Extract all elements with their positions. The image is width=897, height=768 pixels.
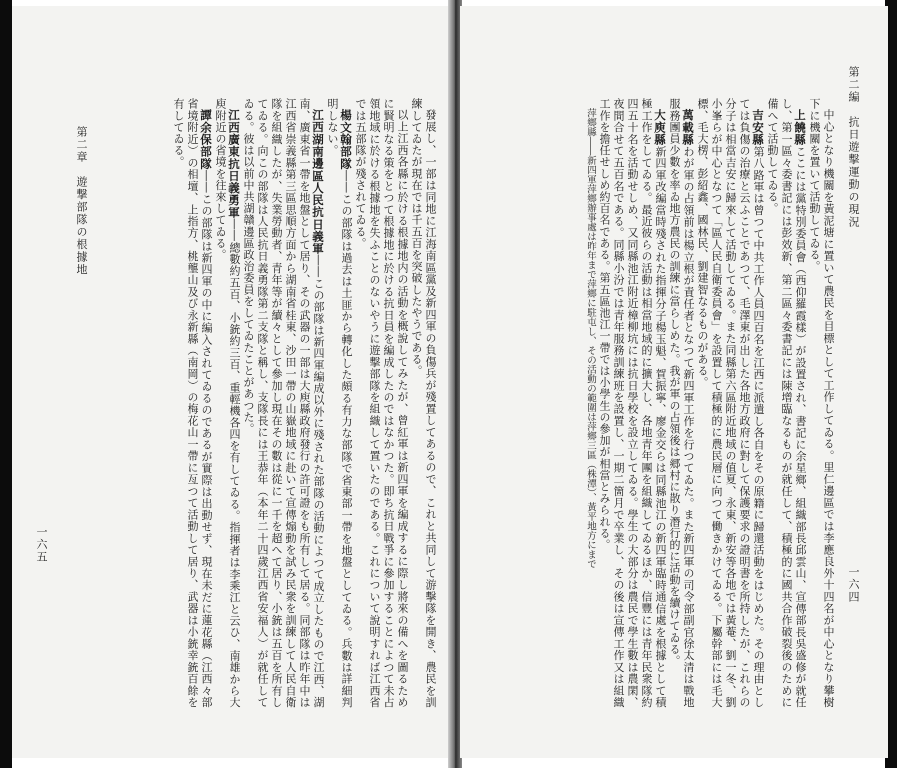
section-heading: 大庾縣 [653,109,667,146]
section-heading: 江西湖南邊區人民抗日義軍 [311,109,325,255]
left-page [12,6,450,758]
left-body-text [32,98,437,708]
left-paragraph-1: 以上江西各縣に於ける根據地内の活動を概說してみたが、曾紅軍は新四軍を編成するに際し將來の備へを圖るために賢明なる策をとつて根據地に於ける抗日員を編成したのではなかつた。即ち抗日戰爭に參加することによつて未占領地域に於ける根據地を失ふことのないやうに遊擊部隊を組織して置いたのである。これについて說明すれば江西省では五部隊が殘されてゐる。 [354,98,409,708]
left-paragraph-5: 譚余保部隊――この部隊は新四軍の中に編入されてゐるのであるが實際は出動せず、現在未だに蓮花縣（江西々部省境附近）の相壇、上指方、桃壟山及び永新縣（南岡）の梅花山一帶に亙つて活動して居り、武器は小銃幸銃百餘を有してゐる。 [172,98,213,708]
right-paragraph-4: 大庾縣新四軍改編當時殘された指揮分子楊玉魁、賀振寧、廖金交らは同縣池江の新四軍臨時通信處を根據として積極工作をしてゐる。最近彼らの活動は相當地域的に擴大し、各地青年團を組織してゐるほか、信豐には青年民衆隊約四五十名を活動せしめ、又同縣池江附近樟柳坑には抗日學校を設立してゐる。學生の大部分は農民で學生數は農閑、夜間合せて五百名である。同縣小汾では青年服務訓練班を設置し、一期二箇月で卒業し、その後は宣傳工作又は組織工作を擔任せしめ約百名である。第五區池江一帶では小學生の參加が相當とみられる。 [598,98,667,708]
section-heading: 譚余保部隊 [199,109,213,170]
left-paragraph-2: 楊文翰部隊――この部隊は過去は土匪から轉化した頗る有力な部隊で省東部一帶を地盤としてゐる。兵數は詳細判明しない。 [326,98,353,708]
right-paragraph-1: 上饒縣ここには黨特別委員會（西仰羅霞樣）が設置され、書記に余星鄉、組織部長邱雲山、宣傳部長吳盛修が就任し、第一區々委書記には彭效新、第二區々委書記には陳增臨なるものが就任して、積極的に國共合作破裂後のために備へて活動してゐる。 [766,98,807,708]
right-page-number: 一六四 [847,566,860,604]
section-heading: 楊文翰部隊 [339,109,353,170]
right-paragraph-3: 萬載縣わが軍の占領前は楊立根が責任者となつて新四軍工作を行つてゐた。また新四軍の司令部副官徐太清は戰地服務團員少數を率ゐ地方農民の訓練に當らしめた。我が軍の占領後は郷村に散り潛行的に活動を續けてゐる。 [668,98,695,708]
right-paragraph-0: 中心となり機關を黃泥塘に置いて農民を目標として工作してゐる。里仁邊區では李應良外十四名が中心となり攀樹下に機關を置いて活動してゐる。 [808,98,835,708]
section-heading: 上饒縣 [793,109,807,146]
section-heading: 江西廣東抗日義勇軍 [227,109,241,219]
section-heading: 萬載縣 [681,109,695,146]
section-heading: 吉安縣 [751,109,765,146]
right-running-header: 第二編 抗日遊擊運動の現況 [847,66,860,229]
right-paragraph-2: 吉安縣第八路軍は曾つて中共工作人員四百名を江西に派遣し各自をその原籍に歸還活動をはじめた。その理由としては負傷の治療と云ふことであつて、毛澤東が出した各地方政府に對して保護要求の證明書を所持したが、これらの分子は相當吉安に歸來して活動してゐる。また同縣第六區附近地域の值夏、永東、新安等各地では黃菴、劉一冬、劉小峯らが中心となつて「區人民自衛委員會」を設置して積極的に農民層に向つて働きかけてゐる。下屬幹部には毛大標、毛大楞、彭紹鑫、國林民、劉建智なるものがある。 [696,98,765,708]
left-paragraph-3: 江西湖南邊區人民抗日義軍――この部隊は新四軍編成以外に殘された部隊の活動によつて成立したもので江西、湖南、廣東省一帶を地盤として居り、その武器の一部は大庾縣政府發行の許可證をも所有して居る。同部隊は昨年中は江西省崇義縣第三區思順方面から湖南省桂東、沙田一帶の山嶽地域に赴いて宣傳煽動を試み民衆を訓練して人民自衛隊を組織したが、失業勞動者、青年等が續々として參加し現在その數は從に一千を超へて居り、小銃は五百を所有してゐる。向この部隊は人民抗日義勇隊第二支隊と稱し、支隊長には王恭年（本年二十四歲江西省安福人）が就任してゐる。彼は以前中共湖贛邊區政治委員をしてゐたことがあつた。 [242,98,325,708]
left-running-header: 第二章 遊撃部隊の根據地 [75,126,88,276]
left-book-edge [0,0,12,768]
left-paragraph-4: 江西廣東抗日義勇軍――總數約五百、小銃約三百、重輕機各四を有してゐる。指揮者は李乘江と云ひ、南雄から大庾附近の省境を往來してゐる。 [214,98,241,708]
right-body-text [470,98,835,708]
right-page [460,6,888,758]
left-page-number: 一六五 [35,526,48,564]
left-paragraph-0: 發展し、一部は同地に江海南區黨及新四軍の負傷兵が殘置してあるので、これと共同して游擊隊を開き、農民を訓練してゐたが現在では千五百を突破したやうである。 [410,98,437,708]
right-paragraph-5: 萍鄉縣――新四軍萍鄉辦事處は昨年まで萍鄉に駐屯し、その活動の範圍は萍鄉三區（株潭）、黃平地方にまで [585,107,596,569]
